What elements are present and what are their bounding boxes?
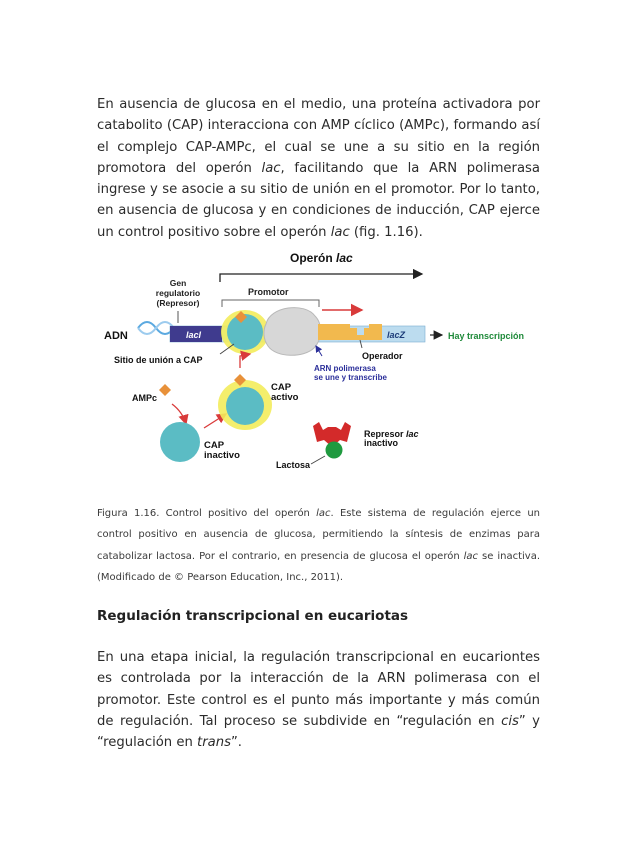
- polymerase-pointer-arrow: [316, 346, 322, 356]
- operator-site: [318, 324, 382, 340]
- gene-label: Gen regulatorio (Represor): [155, 278, 201, 308]
- operador-label: Operador: [362, 351, 403, 361]
- lactosa-label: Lactosa: [276, 460, 311, 470]
- cap-activo-label: CAP activo: [271, 382, 299, 403]
- represor-label: Represor lac inactivo: [364, 429, 419, 448]
- text-run: ”.: [230, 735, 242, 751]
- text-run: (fig. 1.16).: [349, 224, 423, 240]
- text-run: , facilitando que la ARN polimerasa ingrese y se asocie a su sitio de unión en el promotor. Por lo tanto, en ausencia de glucosa y en condiciones de inducción, CAP ejerce un control positivo sobre el operón: [97, 160, 540, 240]
- ampc-label: AMPc: [132, 393, 158, 403]
- lacz-label: lacZ: [387, 330, 406, 340]
- eukaryote-paragraph: [97, 647, 540, 753]
- inactive-cap-icon: [160, 422, 200, 462]
- italic-term: lac: [316, 508, 331, 519]
- text-run: Figura 1.16. Control positivo del operón: [97, 508, 317, 519]
- operon-title: Operón lac: [290, 251, 353, 265]
- lac-operon-figure: [100, 244, 540, 484]
- text-run: ” y “regulación en: [97, 713, 540, 751]
- laci-label: lacI: [186, 330, 202, 340]
- promotor-bracket: [222, 300, 319, 307]
- lactosa-pointer-line: [311, 456, 325, 464]
- text-run: se inactiva. (Modificado de © Pearson Education, Inc., 2011).: [97, 550, 540, 583]
- text-run: En una etapa inicial, la regulación transcripcional en eucariontes es controlada por la interacción de la ARN polimerasa con el promotor. Este control es el punto más importante y más común de regulación. Tal proceso se subdivide en “regulación en: [97, 650, 540, 729]
- sitio-union-label: Sitio de unión a CAP: [114, 355, 203, 365]
- binding-arrow: [172, 404, 186, 424]
- adn-label: ADN: [104, 330, 128, 342]
- rna-polymerase-icon: [264, 308, 321, 356]
- binding-arrow: [240, 354, 250, 368]
- italic-term: trans: [197, 735, 231, 751]
- italic-term: lac: [261, 160, 281, 176]
- italic-term: cis: [501, 713, 519, 729]
- intro-paragraph: [97, 94, 540, 243]
- lactose-icon: [326, 442, 343, 459]
- italic-term: lac: [330, 224, 350, 240]
- ampc-diamond-icon: [159, 384, 171, 396]
- text-run: . Este sistema de regulación ejerce un control positivo en ausencia de glucosa, permitiendo la síntesis de enzimas para catabolizar lactosa. Por el contrario, en presencia de glucosa el operón: [97, 508, 540, 562]
- cap-inactivo-label: CAP inactivo: [204, 440, 240, 461]
- hay-transcripcion-label: Hay transcripción: [448, 331, 525, 341]
- figure-caption: [97, 503, 540, 588]
- arn-polimerasa-label: ARN polimerasa se une y transcribe: [314, 364, 387, 382]
- active-cap-icon: [226, 387, 264, 425]
- section-heading: Regulación transcripcional en eucariotas: [97, 608, 409, 624]
- promotor-label: Promotor: [248, 287, 289, 297]
- italic-term: lac: [463, 550, 479, 562]
- operon-arrow: [220, 274, 422, 282]
- text-run: En ausencia de glucosa en el medio, una proteína activadora por catabolito (CAP) interacciona con AMP cíclico (AMPc), formando así el complejo CAP-AMPc, el cual se une a su sitio en la región promotora del operón: [97, 97, 540, 176]
